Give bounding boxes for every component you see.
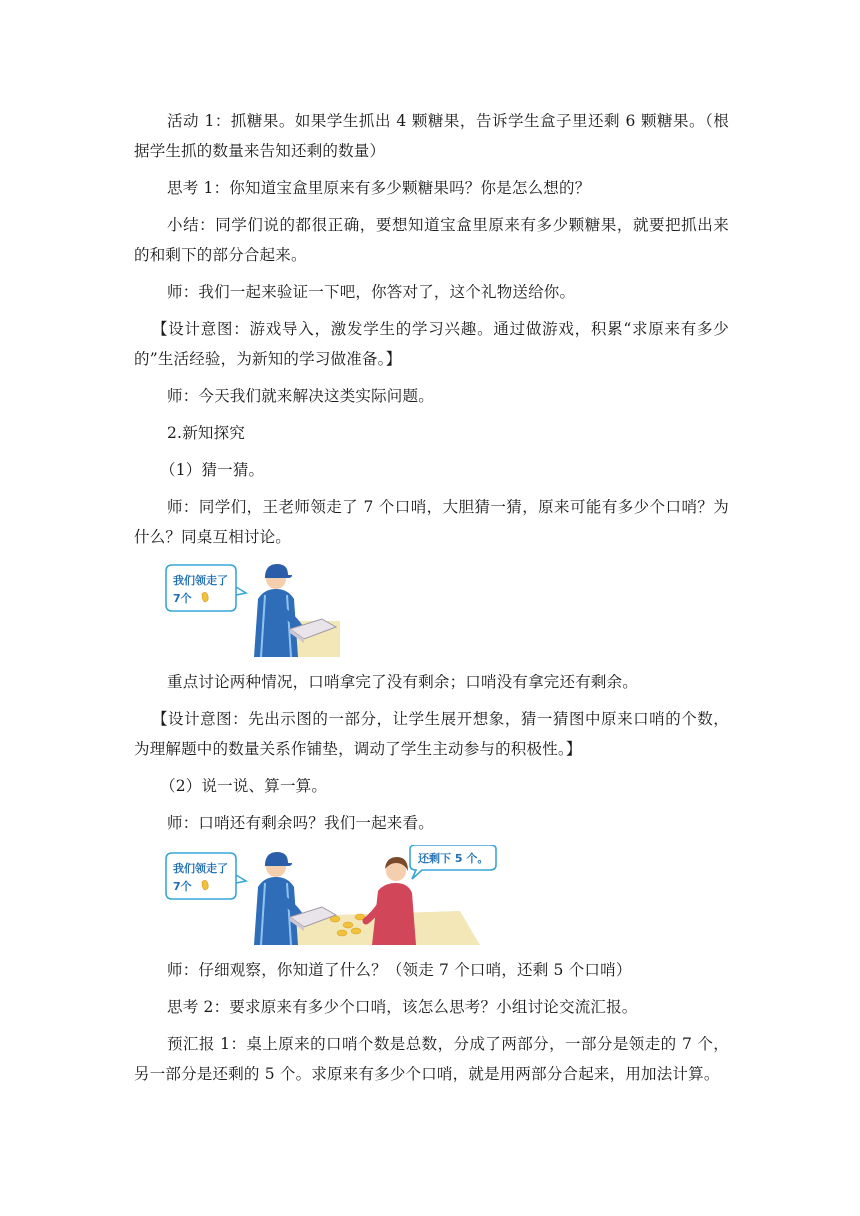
section-heading-new-knowledge: 2.新知探究 <box>167 424 245 442</box>
illustration-boy-with-box <box>160 559 729 657</box>
woman-top <box>372 883 416 945</box>
paragraph-design-intent-2: 【设计意图：先出示图的一部分，让学生展开想象，猜一猜图中原来口哨的个数，为理解题中的数量关系作铺垫，调动了学生主动参与的积极性。】 <box>134 710 729 758</box>
boy-cap <box>265 852 292 866</box>
bubble-left-text-line1: 我们领走了 <box>173 862 228 875</box>
paragraph-summary: 小结：同学们说的都很正确，要想知道宝盒里原来有多少颗糖果，就要把抓出来的和剩下的部分合起来。 <box>134 216 729 264</box>
paragraph-activity-1: 活动 1：抓糖果。如果学生抓出 4 颗糖果，告诉学生盒子里还剩 6 颗糖果。（根据学生抓的数量来告知还剩的数量） <box>134 112 729 160</box>
paragraph-pre-report-1: 预汇报 1：桌上原来的口哨个数是总数，分成了两部分，一部分是领走的 7 个，另一部分是还剩的 5 个。求原来有多少个口哨，就是用两部分合起来，用加法计算。 <box>134 1035 729 1083</box>
boy-cap <box>265 564 292 578</box>
illustration-boy-and-woman <box>160 845 729 945</box>
subsection-guess: （1）猜一猜。 <box>160 461 265 479</box>
bubble-left-text-line2: 7个 <box>173 880 192 893</box>
whistle-icon <box>202 880 208 890</box>
paragraph-teacher-whistles: 师：同学们，王老师领走了 7 个口哨，大胆猜一猜，原来可能有多少个口哨？为什么？同桌互相讨论。 <box>134 498 729 546</box>
paragraph-think-1: 思考 1：你知道宝盒里原来有多少颗糖果吗？你是怎么想的？ <box>167 179 591 197</box>
bubble-text-line2: 7个 <box>173 592 192 605</box>
bubble-text-line1: 我们领走了 <box>173 574 228 587</box>
bubble-right-text: 还剩下 5 个。 <box>418 852 489 865</box>
paragraph-teacher-verify: 师：我们一起来验证一下吧，你答对了，这个礼物送给你。 <box>167 283 576 301</box>
subsection-say-calc: （2）说一说、算一算。 <box>160 777 328 795</box>
illustration-svg-2 <box>160 845 500 945</box>
paragraph-observe: 师：仔细观察，你知道了什么？（领走 7 个口哨，还剩 5 个口哨） <box>167 961 632 979</box>
paragraph-discussion: 重点讨论两种情况，口哨拿完了没有剩余；口哨没有拿完还有剩余。 <box>167 673 639 691</box>
document-body <box>134 106 729 1096</box>
illustration-svg-1 <box>160 559 340 657</box>
paragraph-teacher-today: 师：今天我们就来解决这类实际问题。 <box>167 387 434 405</box>
paragraph-teacher-remaining: 师：口哨还有剩余吗？我们一起来看。 <box>167 814 434 832</box>
whistle-icon <box>202 592 208 602</box>
paragraph-think-2: 思考 2：要求原来有多少个口哨，该怎么思考？小组讨论交流汇报。 <box>167 998 638 1016</box>
paragraph-design-intent-1: 【设计意图：游戏导入，激发学生的学习兴趣。通过做游戏，积累“求原来有多少的”生活经验，为新知的学习做准备。】 <box>134 320 729 368</box>
